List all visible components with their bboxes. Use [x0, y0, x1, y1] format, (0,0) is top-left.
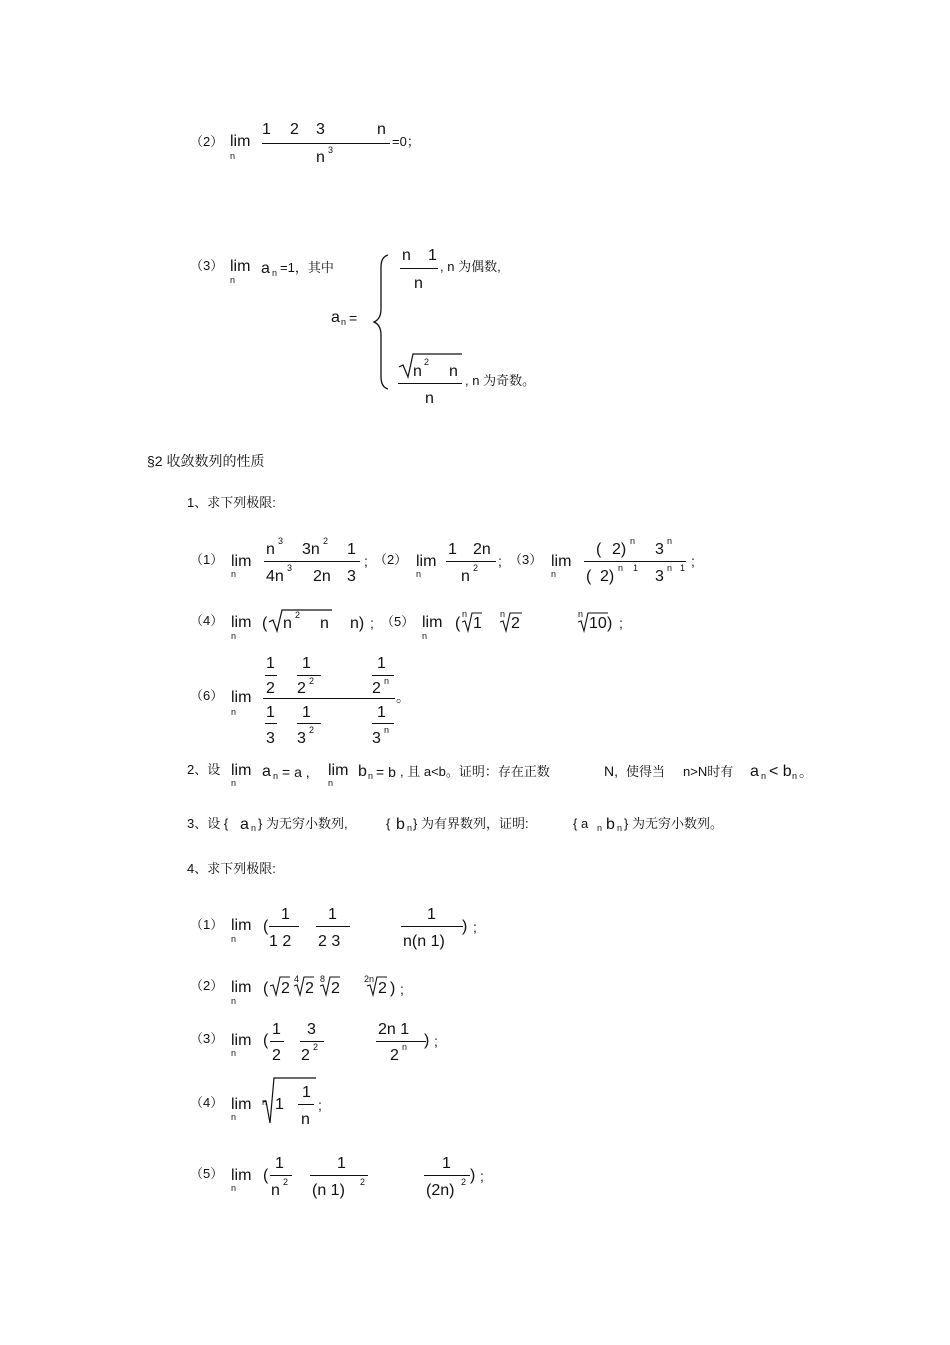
term: 2 [372, 680, 381, 697]
subscript: n [617, 823, 623, 833]
term: 3 [266, 730, 275, 747]
radicand: n [449, 363, 458, 380]
lim-operator: lim [231, 762, 252, 779]
lim-subscript: n [231, 1112, 237, 1122]
term: ( [596, 541, 602, 558]
root-index: 8 [320, 974, 326, 984]
paren: ) [470, 1167, 476, 1184]
main-fraction-bar [263, 698, 395, 699]
exponent: 3 [328, 145, 334, 155]
term: 2n 1 [378, 1021, 410, 1038]
term: 1 [302, 1084, 311, 1101]
paren: ( [263, 1167, 269, 1184]
paren: ( [263, 1032, 269, 1049]
term: 3n [302, 541, 320, 558]
subscript: n [273, 771, 279, 781]
root-index: n [578, 609, 584, 619]
question-4-title: 4、求下列极限: [187, 861, 276, 876]
fraction-bar [310, 1175, 368, 1176]
exponent: n [667, 563, 673, 573]
symbol-N: N, [604, 763, 618, 779]
lim-subscript: n [231, 569, 237, 579]
term: 1 [448, 541, 457, 558]
radicand: n [283, 615, 292, 632]
fraction-bar [372, 675, 394, 676]
term: 1 2 [269, 933, 292, 950]
term: 1 [377, 704, 386, 721]
radicand: 2 [378, 980, 387, 997]
term: 1 [337, 1155, 346, 1172]
fraction-bar [446, 561, 496, 562]
sequence-symbol: b [396, 816, 405, 833]
item-label: （5） [190, 1166, 224, 1181]
fraction-bar [401, 926, 463, 927]
subscript: n [341, 317, 347, 327]
statement-text: 3、设 { [187, 816, 229, 831]
subscript: n [272, 268, 278, 278]
fraction-bar [270, 1175, 292, 1176]
fraction-bar [297, 723, 321, 724]
exponent: 2 [360, 1177, 366, 1187]
lim-subscript: n [328, 778, 334, 788]
fraction-bar [298, 1104, 314, 1105]
case2-denominator: n [425, 390, 434, 407]
root-index: n [500, 609, 506, 619]
paren: ) [607, 615, 613, 632]
radicand: n [413, 363, 422, 380]
term: 1 [442, 1155, 451, 1172]
term: 1 [266, 655, 275, 672]
item-label: （4） [190, 1095, 224, 1110]
term: 1 [302, 655, 311, 672]
lim-operator: lim [231, 614, 252, 631]
term: 1 [272, 1021, 281, 1038]
statement-text: =1，其中 [280, 260, 334, 275]
statement-text: { [386, 816, 391, 831]
term: 2 [266, 680, 275, 697]
lim-operator: lim [230, 258, 251, 275]
separator: ; [498, 553, 502, 569]
case1-numerator: 1 [428, 247, 437, 264]
exponent: 2 [424, 357, 430, 367]
lim-subscript: n [231, 778, 237, 788]
lim-operator: lim [231, 1032, 252, 1049]
term: n(n 1) [403, 933, 445, 950]
condition-text: n>N时有 [683, 764, 734, 779]
fraction-bar [269, 926, 299, 927]
radicand: 2 [331, 980, 340, 997]
sequence-symbol: a [240, 816, 249, 833]
section-heading: §2 收敛数列的性质 [147, 453, 265, 469]
numerator-term: 3 [316, 121, 325, 138]
fraction-bar [262, 143, 390, 144]
numerator-term: 1 [262, 121, 271, 138]
term: n) [350, 615, 365, 632]
exponent: 2 [309, 725, 315, 735]
term: 3 [372, 730, 381, 747]
exponent: n [630, 536, 636, 546]
separator: ; [691, 553, 695, 569]
lim-subscript: n [416, 569, 422, 579]
term: 1 [427, 906, 436, 923]
term: 2) [600, 568, 615, 585]
fraction-bar [424, 1175, 470, 1176]
statement-text: , 且 a<b。证明：存在正数 [400, 764, 550, 779]
term: 2 [301, 1047, 310, 1064]
case1-condition: , n 为偶数, [440, 259, 501, 274]
paren: ( [455, 615, 461, 632]
subscript: n [761, 771, 767, 781]
radicand: 1 [473, 615, 482, 632]
sequence-symbol: a [331, 309, 340, 326]
separator: ; [480, 1168, 484, 1184]
radicand: 2 [511, 615, 520, 632]
lim-operator: lim [231, 917, 252, 934]
item-label: （3） [190, 1031, 224, 1046]
result: =0； [392, 134, 420, 149]
paren: ( [263, 980, 269, 997]
term: 2n [313, 568, 331, 585]
separator: ; [473, 919, 477, 935]
fraction-bar [400, 268, 438, 269]
exponent: 1 [680, 563, 686, 573]
exponent: n [667, 536, 673, 546]
subscript: n [792, 771, 798, 781]
paren: ( [262, 615, 268, 632]
term: n [266, 541, 275, 558]
root-index: 4 [294, 974, 300, 984]
term: 3 [655, 568, 664, 585]
exponent: 2 [461, 1177, 467, 1187]
term: 1 [347, 541, 356, 558]
item-label: （4） [190, 613, 224, 628]
lim-subscript: n [231, 631, 237, 641]
lim-subscript: n [231, 1183, 237, 1193]
radicand: 1 [275, 1096, 284, 1113]
exponent: 2 [309, 676, 315, 686]
lim-operator: lim [551, 553, 572, 570]
lim-operator: lim [422, 614, 443, 631]
exponent: 2 [473, 563, 479, 573]
sequence-symbol: a [750, 763, 759, 780]
item-label: （1） [190, 917, 224, 932]
subscript: n [407, 823, 413, 833]
exponent: 2 [323, 536, 329, 546]
separator: ; [400, 981, 404, 997]
exponent: 3 [278, 536, 284, 546]
fraction-bar [372, 723, 394, 724]
lim-subscript: n [551, 569, 557, 579]
term: (2n) [426, 1182, 455, 1199]
term: (n 1) [312, 1182, 345, 1199]
separator: ; [318, 1097, 322, 1113]
statement-text: } 为有界数列，证明: [413, 816, 529, 831]
lim-operator: lim [416, 553, 437, 570]
item-label: （2） [190, 134, 224, 149]
separator: ; [370, 615, 374, 631]
lim-operator: lim [328, 762, 349, 779]
item-label: （2） [190, 978, 224, 993]
lim-subscript: n [231, 707, 237, 717]
case1-numerator: n [402, 247, 411, 264]
left-brace [370, 253, 392, 391]
lim-operator: lim [230, 133, 251, 150]
term: 1 [328, 906, 337, 923]
term: 1 [275, 1155, 284, 1172]
fraction-bar [264, 561, 360, 562]
lim-subscript: n [230, 275, 236, 285]
fraction-bar [398, 383, 462, 384]
term: 3 [307, 1021, 316, 1038]
fraction-bar [265, 723, 277, 724]
statement-text: { a [573, 816, 589, 831]
radicand: 2 [281, 980, 290, 997]
separator: ; [619, 615, 623, 631]
denominator: n [316, 149, 325, 166]
root-index: n [262, 1097, 268, 1107]
lim-operator: lim [231, 689, 252, 706]
term: 1 [377, 655, 386, 672]
lim-operator: lim [231, 1096, 252, 1113]
fraction-bar [265, 675, 277, 676]
term: n [301, 1111, 310, 1128]
item-label: （6） [190, 688, 224, 703]
term: ( [586, 568, 592, 585]
term: n [461, 568, 470, 585]
subscript: n [368, 771, 374, 781]
lim-operator: lim [231, 979, 252, 996]
subscript: n [597, 823, 603, 833]
numerator-term: n [377, 121, 386, 138]
sequence-symbol: a [262, 763, 271, 780]
case1-denominator: n [414, 275, 423, 292]
paren: ) [390, 980, 396, 997]
fraction-bar [376, 1041, 426, 1042]
exponent: 2 [313, 1042, 319, 1052]
case2-condition: , n 为奇数。 [465, 373, 536, 388]
lim-subscript: n [422, 631, 428, 641]
term: n [271, 1182, 280, 1199]
term: 2 [297, 680, 306, 697]
radicand: n [320, 615, 329, 632]
item-label: （3） [190, 258, 224, 273]
sequence-symbol: b [358, 763, 367, 780]
item-label: （5） [381, 614, 415, 629]
exponent: 2 [283, 1177, 289, 1187]
term: 2 [390, 1047, 399, 1064]
lim-operator: lim [231, 553, 252, 570]
statement-text: } 为无穷小数列, [258, 816, 348, 831]
term: 1 [302, 704, 311, 721]
equation: = a , [282, 764, 310, 780]
inequality: < b [769, 763, 792, 780]
fraction-bar [584, 561, 686, 562]
lim-subscript: n [231, 1048, 237, 1058]
term: 2n [473, 541, 491, 558]
term: 4n [266, 568, 284, 585]
term: 3 [655, 541, 664, 558]
lim-subscript: n [231, 934, 237, 944]
item-label: （2） [374, 552, 408, 567]
root-index: n [462, 609, 468, 619]
term: 3 [297, 730, 306, 747]
exponent: 2 [295, 610, 301, 620]
subscript: n [251, 823, 257, 833]
sequence-symbol: b [606, 816, 615, 833]
radicand: 10 [589, 615, 607, 632]
lim-subscript: n [231, 996, 237, 1006]
item-label: （3） [509, 552, 543, 567]
question-label: 2、设 [187, 762, 221, 777]
fraction-bar [316, 926, 350, 927]
separator: ; [434, 1033, 438, 1049]
exponent: 3 [287, 563, 293, 573]
equation: = b [376, 764, 396, 780]
term: 2 3 [318, 933, 341, 950]
statement-text: 使得当 [626, 764, 666, 779]
paren: ) [462, 918, 468, 935]
paren: ) [424, 1032, 430, 1049]
sequence-symbol: a [261, 260, 270, 277]
numerator-term: 2 [290, 121, 299, 138]
paren: ( [263, 918, 269, 935]
term: 2) [612, 541, 627, 558]
exponent: n [618, 563, 624, 573]
root-index: 2n [364, 974, 375, 984]
exponent: n [384, 676, 390, 686]
fraction-bar [300, 1041, 324, 1042]
exponent: 1 [633, 563, 639, 573]
period: 。 [799, 764, 813, 780]
item-label: （1） [190, 552, 224, 567]
lim-subscript: n [230, 151, 236, 161]
exponent: n [402, 1042, 408, 1052]
radicand: 2 [305, 980, 314, 997]
term: 3 [347, 568, 356, 585]
lim-operator: lim [231, 1167, 252, 1184]
term: 1 [281, 906, 290, 923]
period: 。 [396, 689, 410, 705]
separator: ; [364, 553, 368, 569]
term: 1 [266, 704, 275, 721]
statement-text: } 为无穷小数列。 [624, 816, 723, 831]
term: 2 [272, 1047, 281, 1064]
question-1-title: 1、求下列极限: [187, 495, 276, 510]
exponent: n [384, 725, 390, 735]
fraction-bar [270, 1041, 284, 1042]
equals: = [349, 310, 358, 326]
